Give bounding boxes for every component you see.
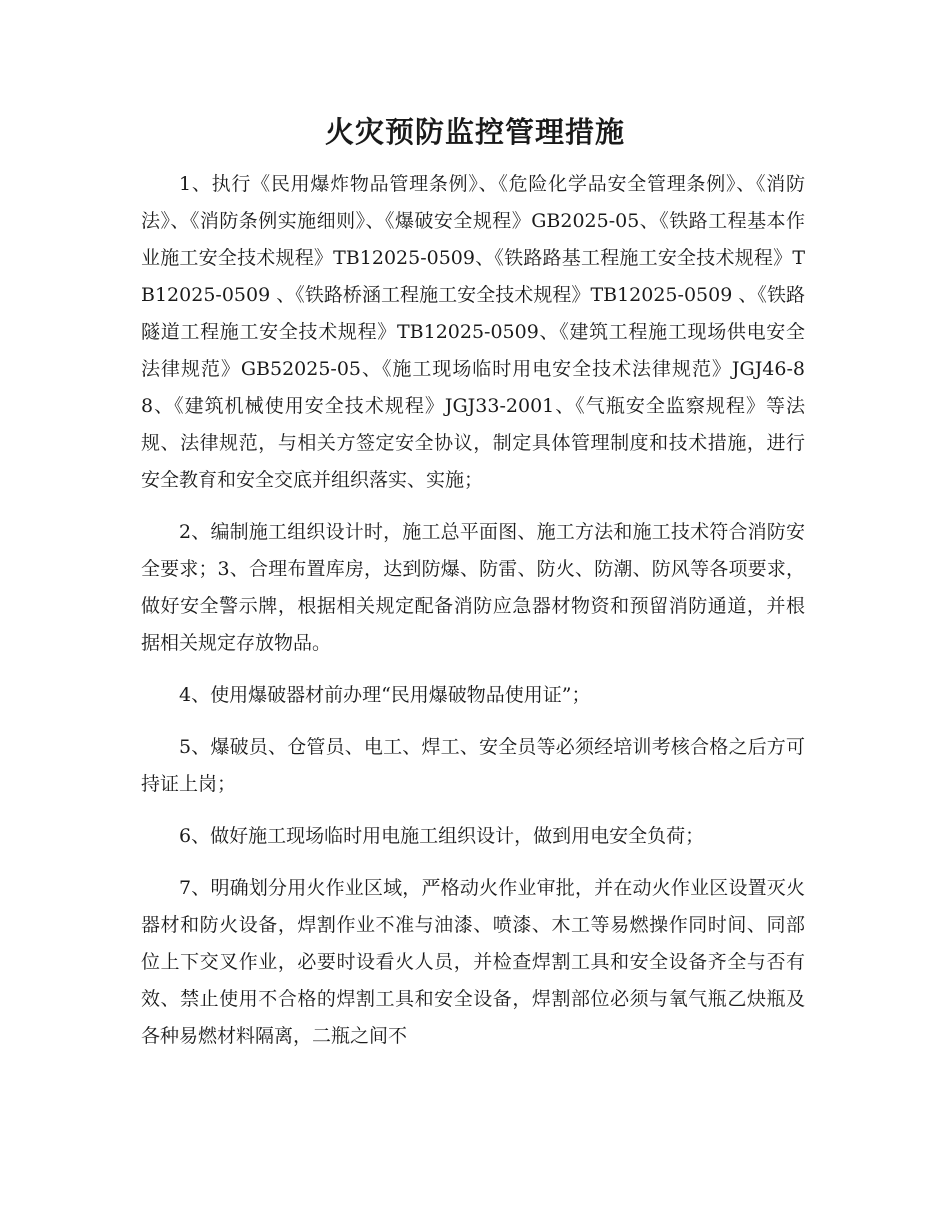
paragraph-4: 4、使用爆破器材前办理“民用爆破物品使用证”； [179,684,591,706]
paragraph-1: 1、执行《民用爆炸物品管理条例》、《危险化学品安全管理条例》、《消防法》、《消防条例实施细则》、《爆破安全规程》GB2025-05、《铁路工程基本作业施工安全技术规程》TB12025-0509、《铁路路基工程施工安全技术规程》TB12025-0509 、《铁路桥涵工程施工安全技术规程》TB12025-0509 、《铁路隧道工程施工安全技术规程》TB12025-0509、《建筑工程施工现场供电安全法律规范》GB52025-05、《施工现场临时用电安全技术法律规范》JGJ46-88、《建筑机械使用安全技术规程》JGJ33-2001、《气瓶安全监察规程》等法规、法律规范，与相关方签定安全协议，制定具体管理制度和技术措施，进行安全教育和安全交底并组织落实、实施； [141,173,805,491]
paragraph-2: 2、编制施工组织设计时，施工总平面图、施工方法和施工技术符合消防安全要求；3、合理布置库房，达到防爆、防雷、防火、防潮、防风等各项要求，做好安全警示牌，根据相关规定配备消防应急器材物资和预留消防通道，并根据相关规定存放物品。 [141,521,805,654]
document-body [141,166,805,1070]
paragraph-7: 7、明确划分用火作业区域，严格动火作业审批，并在动火作业区设置灭火器材和防火设备，焊割作业不准与油漆、喷漆、木工等易燃操作同时间、同部位上下交叉作业，必要时设看火人员，并检查焊割工具和安全设备齐全与否有效、禁止使用不合格的焊割工具和安全设备，焊割部位必须与氧气瓶乙炔瓶及各种易燃材料隔离，二瓶之间不 [141,877,805,1047]
document-title: 火灾预防监控管理措施 [324,115,625,149]
paragraph-6: 6、做好施工现场临时用电施工组织设计，做到用电安全负荷； [179,825,705,847]
paragraph-5: 5、爆破员、仓管员、电工、焊工、安全员等必须经培训考核合格之后方可持证上岗； [141,736,805,795]
